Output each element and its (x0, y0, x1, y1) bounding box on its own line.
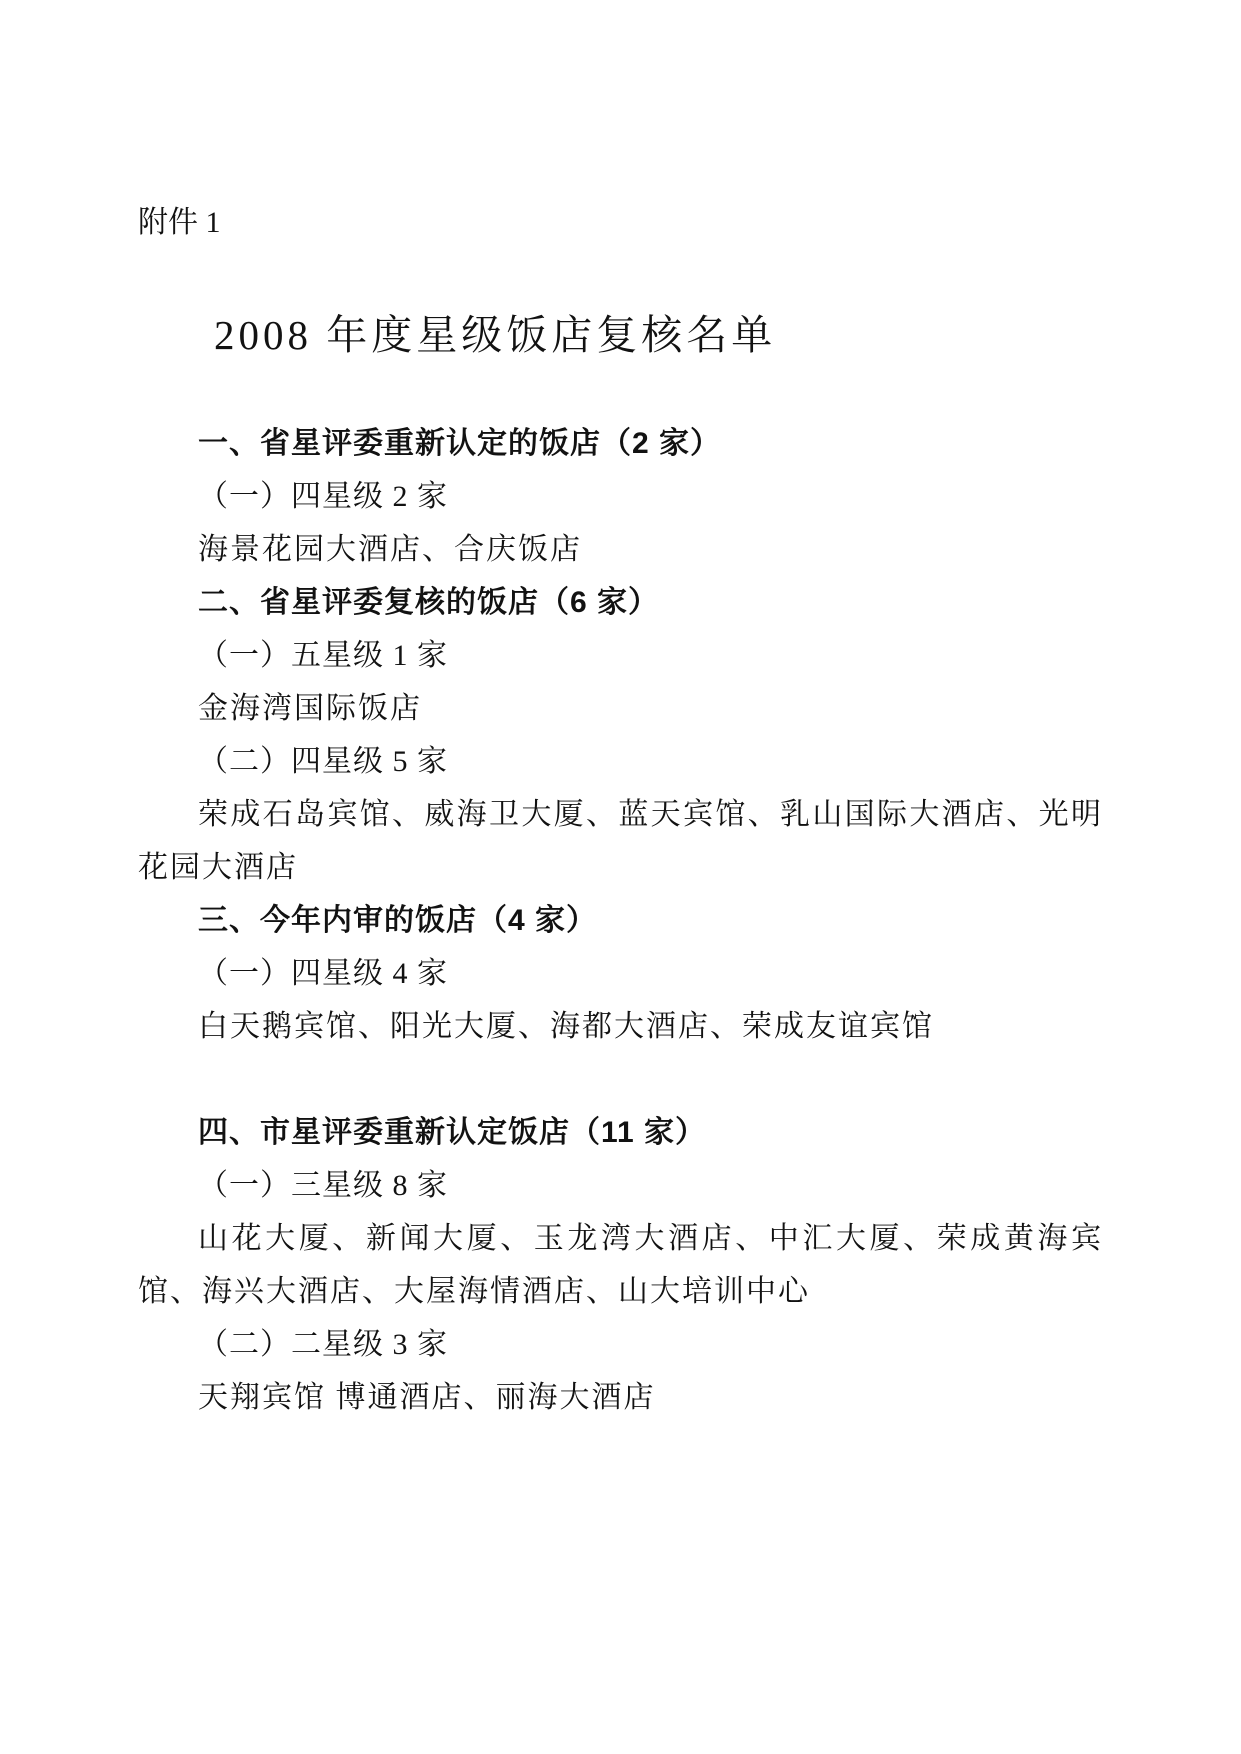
section-2-heading: 二、省星评委复核的饭店（6 家） (198, 586, 660, 619)
section-2-subheading-1: （一）五星级 1 家 (198, 639, 448, 672)
section-2-subheading-2: （二）四星级 5 家 (198, 745, 448, 778)
section-1-heading: 一、省星评委重新认定的饭店（2 家） (198, 427, 722, 460)
section-1-hotel-list-1: 海景花园大酒店、合庆饭店 (198, 533, 582, 566)
section-1-subheading-1: （一）四星级 2 家 (198, 480, 448, 513)
section-2-hotel-list-2: 荣成石岛宾馆、威海卫大厦、蓝天宾馆、乳山国际大酒店、光明花园大酒店 (138, 798, 1103, 884)
section-3-subheading-1: （一）四星级 4 家 (198, 957, 448, 990)
section-4-subheading-1: （一）三星级 8 家 (198, 1169, 448, 1202)
section-4-heading: 四、市星评委重新认定饭店（11 家） (198, 1116, 707, 1149)
section-3-heading: 三、今年内审的饭店（4 家） (198, 904, 598, 937)
section-4 (138, 1106, 1103, 1424)
section-2 (138, 576, 1103, 894)
section-1 (138, 417, 1103, 576)
section-4-hotel-list-2: 天翔宾馆 博通酒店、丽海大酒店 (198, 1381, 656, 1414)
section-3-hotel-list-1: 白天鹅宾馆、阳光大厦、海都大酒店、荣成友谊宾馆 (198, 1010, 934, 1043)
section-2-hotel-list-1: 金海湾国际饭店 (198, 692, 422, 725)
blank-line-spacer (138, 1053, 1103, 1106)
section-4-subheading-2: （二）二星级 3 家 (198, 1328, 448, 1361)
section-3 (138, 894, 1103, 1053)
page-title: 2008 年度星级饭店复核名单 (214, 312, 777, 358)
section-4-hotel-list-1: 山花大厦、新闻大厦、玉龙湾大酒店、中汇大厦、荣成黄海宾馆、海兴大酒店、大屋海情酒店、山大培训中心 (138, 1222, 1103, 1308)
attachment-label: 附件 1 (138, 206, 221, 239)
